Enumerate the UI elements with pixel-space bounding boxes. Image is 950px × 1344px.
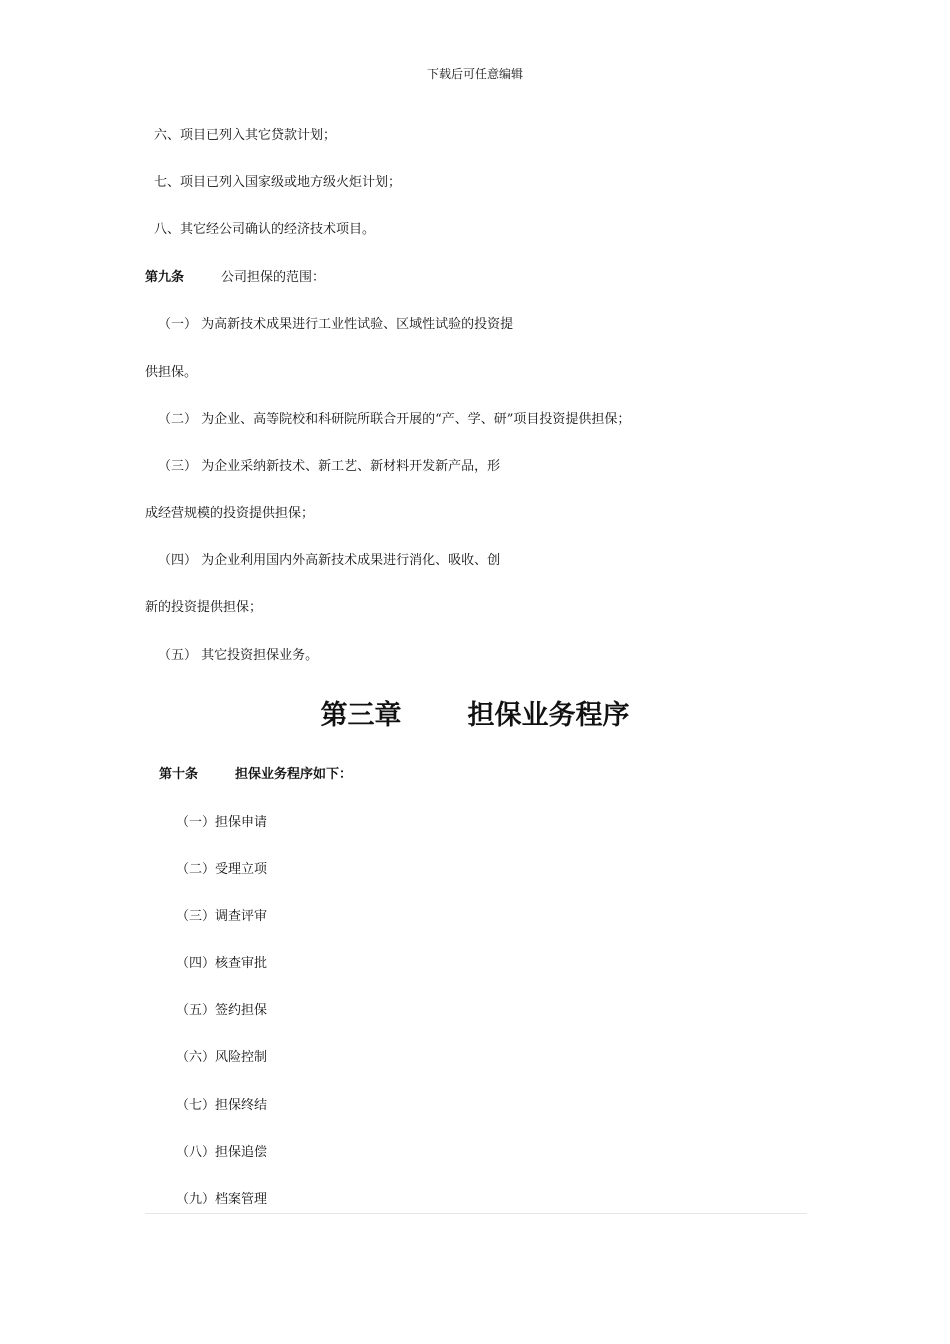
procedure-item: （六）风险控制 — [176, 1050, 268, 1065]
scope-item-4-line-2: 新的投资提供担保； — [145, 600, 263, 615]
procedure-item: （四）核查审批 — [176, 956, 268, 971]
article-9-heading — [145, 269, 325, 287]
procedure-item: （九）档案管理 — [176, 1192, 268, 1207]
scope-item-1-line-2: 供担保。 — [145, 365, 198, 380]
article-9-number: 第九条 — [145, 270, 185, 285]
procedure-item: （八）担保追偿 — [176, 1145, 268, 1160]
chapter-3-title: 担保业务程序 — [467, 700, 630, 731]
chapter-3-number: 第三章 — [320, 700, 402, 731]
list-item: 六、项目已列入其它贷款计划； — [154, 128, 337, 143]
scope-item-5-line-1: （五） 其它投资担保业务。 — [158, 648, 319, 663]
scope-item-2-line-1: （二） 为企业、高等院校和科研院所联合开展的“产、学、研”项目投资提供担保； — [158, 412, 631, 427]
procedure-item: （五）签约担保 — [176, 1003, 268, 1018]
procedure-item: （二）受理立项 — [176, 862, 268, 877]
scope-item-1-line-1: （一） 为高新技术成果进行工业性试验、区域性试验的投资提 — [158, 317, 514, 332]
scope-item-3-line-2: 成经营规模的投资提供担保； — [145, 506, 315, 521]
article-9-title: 公司担保的范围： — [221, 270, 326, 285]
procedure-item: （一）担保申请 — [176, 815, 268, 830]
article-10-title: 担保业务程序如下： — [235, 767, 353, 782]
article-10-number: 第十条 — [159, 767, 199, 782]
scope-item-4-line-1: （四） 为企业利用国内外高新技术成果进行消化、吸收、创 — [158, 553, 501, 568]
list-item: 八、其它经公司确认的经济技术项目。 — [154, 222, 376, 237]
footer-divider — [145, 1213, 807, 1214]
procedure-item: （三）调查评审 — [176, 909, 268, 924]
article-10-heading — [159, 766, 352, 784]
page-header-note: 下载后可任意编辑 — [426, 67, 523, 81]
chapter-3-heading — [0, 698, 950, 734]
procedure-item: （七）担保终结 — [176, 1098, 268, 1113]
scope-item-3-line-1: （三） 为企业采纳新技术、新工艺、新材料开发新产品，形 — [158, 459, 501, 474]
list-item: 七、项目已列入国家级或地方级火炬计划； — [154, 175, 402, 190]
